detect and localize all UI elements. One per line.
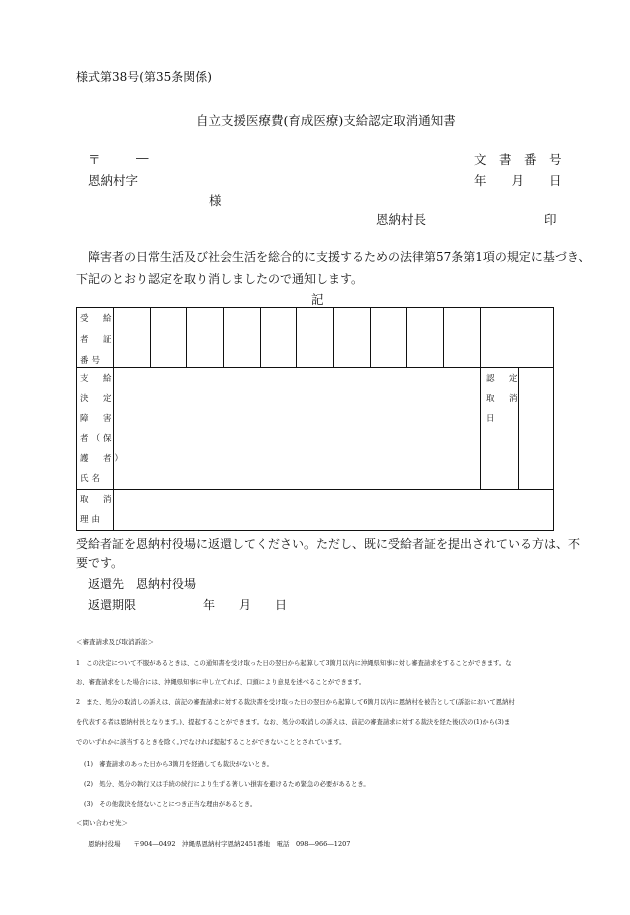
- cancel-date-field[interactable]: [519, 368, 553, 489]
- return-deadline-date: 年 月 日: [203, 598, 288, 612]
- issuer-name: 恩納村長: [376, 212, 427, 227]
- contact-line: 恩納村役場 〒904―0492 沖縄県恩納村字恩納2451番地 電話 098―966―1207: [88, 840, 351, 848]
- recipient-number-digit-5[interactable]: [261, 308, 296, 367]
- recipient-number-digit-4[interactable]: [224, 308, 260, 367]
- recipient-number-digit-10[interactable]: [444, 308, 480, 367]
- cancel-reason-field[interactable]: [114, 490, 553, 530]
- return-destination: 返還先 恩納村役場: [88, 577, 197, 591]
- recipient-number-extra[interactable]: [481, 308, 553, 367]
- cancel-date-label: 認 定 取 消 日: [486, 374, 521, 424]
- document-title: 自立支援医療費(育成医療)支給認定取消通知書: [196, 113, 456, 128]
- recipient-number-digit-6[interactable]: [297, 308, 333, 367]
- contact-heading: ＜問い合わせ先＞: [76, 819, 128, 827]
- doc-number-label: 文 書 番 号: [474, 152, 562, 167]
- appeal-sub-2: (2) 処分、処分の執行又は手続の続行により生ずる著しい損害を避けるため緊急の必要があるとき。: [84, 781, 370, 788]
- recipient-number-digit-1[interactable]: [114, 308, 150, 367]
- cancel-date-divider: [480, 367, 481, 489]
- appeal-heading: ＜審査請求及び取消訴訟＞: [76, 638, 154, 646]
- return-instruction-line1: 受給者証を恩納村役場に返還してください。ただし、既に受給者証を提出されている方は、不: [76, 537, 581, 551]
- appeal-sub-3: (3) その他裁決を経ないことにつき正当な理由があるとき。: [84, 801, 257, 808]
- recipient-name-label: 支 給 決 定 障 害 者（保 護 者） 氏名: [80, 374, 127, 484]
- date-label: 年 月 日: [474, 173, 562, 188]
- appeal-note-2a: 2 また、処分の取消しの訴えは、前記の審査請求に対する裁決書を受け取った日の翌日から起算して6箇月以内に恩納村を被告として(訴訟において恩納村: [76, 699, 515, 706]
- appeal-sub-1: (1) 審査請求のあった日から3箇月を経過しても裁決がないとき。: [84, 761, 273, 768]
- recipient-number-digit-7[interactable]: [334, 308, 370, 367]
- seal-mark: 印: [544, 212, 557, 227]
- village-prefix: 恩納村字: [88, 173, 139, 188]
- ki-label: 記: [311, 292, 324, 307]
- form-number: 様式第38号(第35条関係): [76, 70, 212, 84]
- appeal-note-2c: でのいずれかに該当するときを除く。)でなければ提起することができないこととされています。: [76, 739, 346, 746]
- recipient-number-digit-2[interactable]: [151, 308, 186, 367]
- recipient-name-field[interactable]: [114, 368, 480, 489]
- recipient-number-digit-8[interactable]: [371, 308, 406, 367]
- postal-dash: ―: [136, 150, 149, 165]
- recipient-number-digit-3[interactable]: [187, 308, 223, 367]
- cancel-reason-label: 取 消 理由: [80, 495, 115, 525]
- postal-mark: 〒: [88, 152, 101, 167]
- recipient-number-digit-9[interactable]: [407, 308, 443, 367]
- body-paragraph-line1: 障害者の日常生活及び社会生活を総合的に支援するための法律第57条第1項の規定に基づき、: [88, 250, 591, 264]
- appeal-note-1b: お、審査請求をした場合には、沖縄県知事に申し立てれば、口頭により意見を述べることができます。: [76, 679, 366, 686]
- return-instruction-line2: 要です。: [76, 556, 124, 570]
- sama-label: 様: [209, 193, 222, 208]
- recipient-number-label: 受 給 者 証 番号: [80, 314, 115, 366]
- appeal-note-2b: を代表する者は恩納村長となります。)、提起することができます。なお、処分の取消しの訴えは、前記の審査請求に対する裁決を経た後(次の(1)から(3)ま: [76, 719, 511, 726]
- return-deadline-label: 返還期限: [88, 598, 137, 612]
- appeal-note-1a: 1 この決定について不服があるときは、この通知書を受け取った日の翌日から起算して3箇月以内に沖縄県知事に対し審査請求をすることができます。な: [76, 660, 512, 667]
- body-paragraph-line2: 下記のとおり認定を取り消しましたので通知します。: [76, 272, 364, 286]
